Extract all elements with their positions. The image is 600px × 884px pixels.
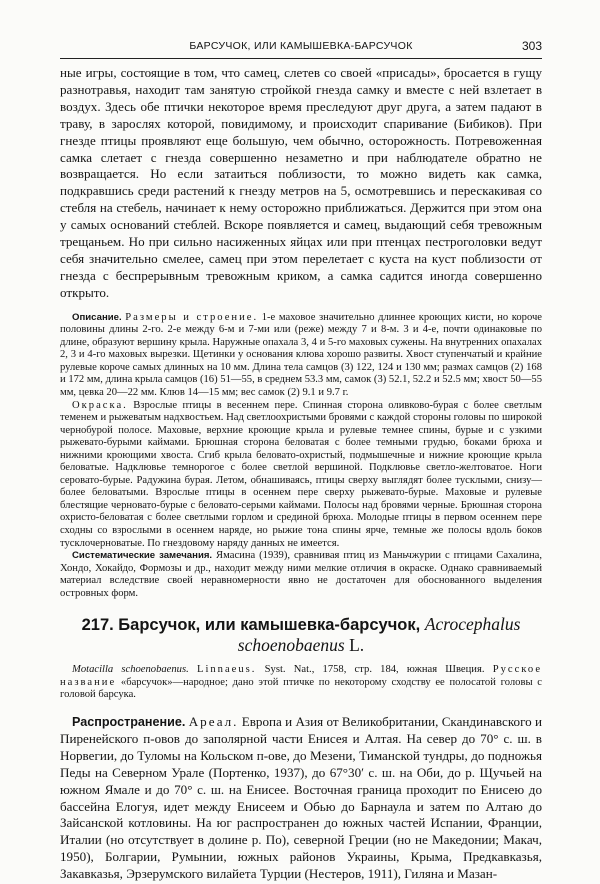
synonym-latin-name: Motacilla schoenobaenus.: [72, 664, 189, 676]
systematic-label: Систематические замечания.: [72, 550, 213, 562]
running-header: [60, 38, 542, 59]
synonym-author: Linnaeus.: [196, 664, 257, 676]
synonymy-paragraph: [60, 664, 542, 702]
description-text: 1-е маховое значительно длиннее кроющих кисти, но короче половины длины 2-го. 2-е между 6-м и 7-ми или (реже) между 7 и 8-м. 3 и 4-е, почти одинаковые по длине, образуют вершину крыла. Наружные опахала 3, 4 и 5-го маховых сужены. На внутренних опахалах 2, 3 и 4-го маховых вырезки. Щетинки у основания клюва хорошо развиты. Хвост ступенчатый и крайние рулевые короче самых длинных на 10 мм. Длина тела самцов (3) 122, 124 и 130 мм; размах самцов (2) 168 и 172 мм, длина крыла самцов (16) 51—55, в среднем 53.3 мм, самок (3) 52.1, 52.2 и 52.5 мм; хвост 50—55 мм, цевка 20—22 мм. Клюв 14—15 мм; вес самок (2) 9.1 и 9.7 г.: [60, 311, 543, 398]
description-label: Описание.: [72, 311, 122, 323]
description-paragraph: [60, 312, 542, 400]
russian-name-text: «барсучок»—народное; дано этой птичке по некоторому сходству ее полосатой головы с головой барсука.: [60, 676, 542, 701]
species-title: 217. Барсучок, или камышевка-барсучок,: [81, 616, 421, 635]
coloration-label: Окраска.: [72, 399, 128, 411]
systematic-paragraph: [60, 550, 542, 600]
distribution-label: Распространение.: [72, 715, 186, 730]
behavior-paragraph: ные игры, состоящие в том, что самец, слетев со своей «присады», бросается в гущу разнотравья, находит там занятую стройкой гнезда самку и вместе с ней взлетает в воздух. Здесь обе птички некоторое время преследуют друг друга, а затем падают в траву, в зарослях которой, повидимому, и происходит спаривание (Бибиков). При гнезде птицы проявляют еще большую, чем обычно, осторожность. Потревоженная самка слетает с гнезда совершенно незаметно и при наблюдателе обратно не возвращается. Но если затаиться поблизости, то можно видеть как самка, подкравшись среди растений к гнезду метров на 5, осмотревшись и перескакивая со стебля на стебель, начинает к нему осторожно приближаться. Держится при этом она у самых оснований стеблей. Вскоре появляется и самец, выдающий себя тревожным трещаньем. Но при сильно насиженных яйцах или при птенцах пестроголовки ведут себя значительно смелее, самец при этом перелетает с куста на куст поблизости от гнезда с беспрерывным тревожным криком, а самка садится иногда совершенно открыто.: [60, 65, 542, 300]
running-title: БАРСУЧОК, ИЛИ КАМЫШЕВКА-БАРСУЧОК: [189, 40, 413, 52]
page-number: 303: [521, 39, 542, 53]
systematic-text: Ямасина (1939), сравнивая птиц из Маньчжурии с птицами Сахалина, Хондо, Хокайдо, Формозы и др., находит между ними мелкие отличия в окраске. Однако сравниваемый материал вследствие своей неравномерности явно не достаточен для обоснованного выделения островных форм.: [60, 550, 542, 599]
size-structure-label: Размеры и строение.: [125, 311, 259, 323]
synonym-citation: Syst. Nat., 1758, стр. 184, южная Швеция.: [264, 664, 485, 676]
species-author: L.: [349, 635, 365, 656]
coloration-text: Взрослые птицы в весеннем пере. Спинная сторона оливково-бурая с более светлым теменем и рыжеватым надхвостьем. Над светлоохристыми бровями с каждой стороны головы по широкой чернобурой полосе. Маховые, верхние кроющие крыла и рулевые темнее спины, бурые и с узкими рыжевато-бурыми каймами. Брюшная сторона беловатая с более темными грудью, боками брюха и нижними кроющими хвоста. Сгиб крыла беловато-охристый, подмышечные и нижние кроющие крыла беловатые. Надклювье темнорогое с более светлой вершиной. Подклювье светло-желтоватое. Ноги серовато-бурые. Радужина бурая. Летом, обнашиваясь, птицы сверху выглядят более тусклыми, снизу—более беловатыми. Взрослые птицы в осеннем пере сверху рыжевато-бурые. Маховые и рулевые блестящие черновато-бурые с беловато-серыми каймами. Полосы над бровями черные. Брюшная сторона охристо-беловатая с более светлыми горлом и срединой брюха. Молодые птицы в первом осеннем пере сходны со взрослыми в осеннем наряде, но рыжие тона спины ярче, темные же полосы вдоль боков тусклочерноватые. По гнездовому наряду данных не имеется.: [60, 399, 542, 549]
species-latin-species: schoenobaenus: [237, 635, 345, 656]
coloration-paragraph: [60, 400, 542, 551]
species-heading: [60, 614, 542, 635]
book-page: [60, 38, 542, 883]
description-section: [60, 312, 542, 601]
distribution-paragraph: [60, 714, 542, 883]
species-latin-genus: Acrocephalus: [424, 614, 521, 635]
species-latin-line: [60, 635, 542, 656]
range-label: Ареал.: [188, 714, 239, 730]
distribution-text: Европа и Азия от Великобритании, Скандинавского и Пиренейского п-овов до заполярной части Енисея и Алтая. На север до 70° с. ш. в Норвегии, до Туломы на Кольском п-ове, до Мезени, Тиманской тундры, до подножья Педы на Северном Урале (Портенко, 1937), до 67°30′ с. ш. на Оби, до р. Щучьей на южном Ямале и до 70° с. ш. на Енисее. Восточная граница проходит по Енисею до бассейна Елогуя, идет между Енисеем и Обью до Барнаула и затем по Алтаю до Зайсанской котловины. На юг распространен до южных частей Испании, Франции, Италии (но отсутствует в долине р. По), северной Греции (но не Македонии; Макач, 1950), Болгарии, Румынии, южных районов Украины, Крыма, Предкавказья, Закавказья, Эрзерумского вилайета Турции (Нестеров, 1911), Гиляна и Мазан-: [60, 714, 542, 882]
russian-name-label: Русское название: [60, 664, 543, 688]
